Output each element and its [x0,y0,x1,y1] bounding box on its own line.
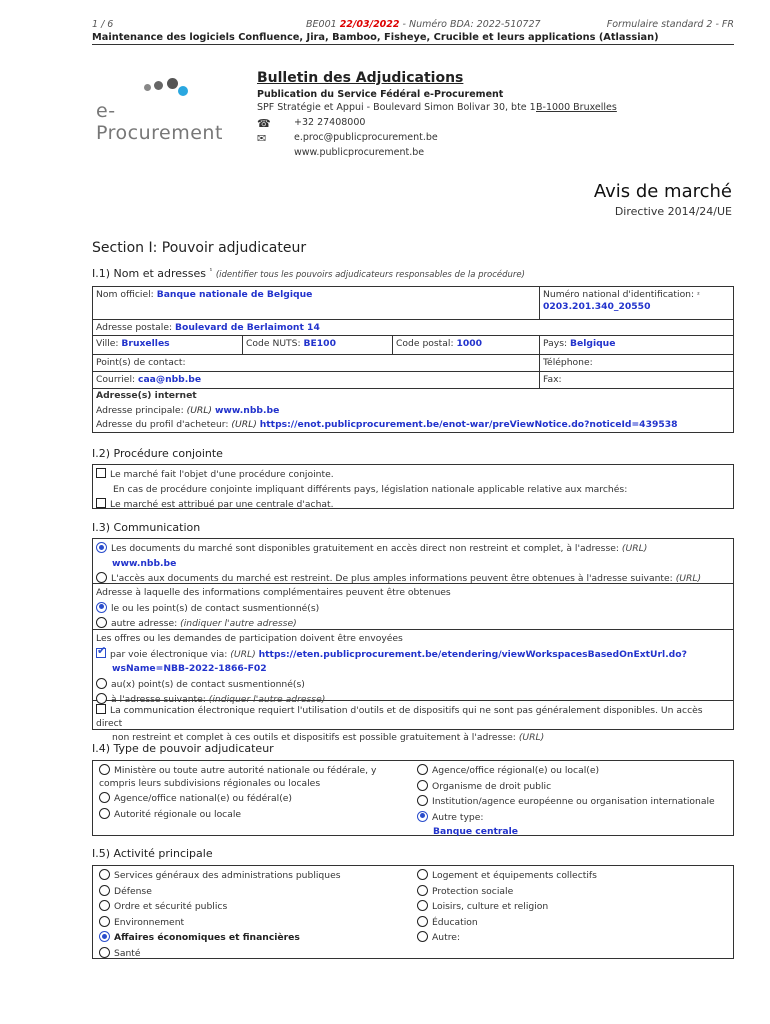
main-address-line [93,404,733,419]
s14-heading: I.4) Type de pouvoir adjudicateur [92,742,274,755]
info-other-label: autre adresse: [111,618,178,629]
nuts-label: Code NUTS: [246,338,301,349]
publication-web[interactable]: www.publicprocurement.be [294,147,425,158]
authority-type-label: Institution/agence européenne ou organisation internationale [432,796,715,807]
s13-box [92,538,734,743]
page-number: 1 / 6 [92,19,114,30]
offers-url[interactable]: https://eten.publicprocurement.be/etendering/viewWorkspacesBasedOnExtUrl.do? [258,648,687,660]
table-row [93,336,733,355]
notice-code: BE001 [306,19,337,30]
publication-phone-line [257,117,677,130]
buyer-profile-label: Adresse du profil d'acheteur: [96,419,229,430]
activity-radio[interactable] [417,900,428,911]
authority-type-other-value: Banque centrale [433,826,519,837]
authority-type-radio[interactable] [99,792,110,803]
contact-label: Point(s) de contact: [96,357,186,368]
authority-type-label: Organisme de droit public [432,780,552,792]
offers-contact-radio[interactable] [96,678,107,689]
postcode-label: Code postal: [396,338,454,349]
postal-address: Boulevard de Berlaimont 14 [175,322,320,333]
activity-label: Loisirs, culture et religion [432,901,549,912]
docs-free-radio[interactable] [96,542,107,553]
fax-label: Fax: [543,374,562,385]
official-name: Banque nationale de Belgique [156,289,313,300]
authority-type-other-label: Autre type: [432,811,484,823]
logo-text: e-Procurement [96,100,223,144]
activity-radio[interactable] [99,900,110,911]
offers-contact-label: au(x) point(s) de contact susmentionné(s) [111,678,305,690]
email-label: Courriel: [96,374,136,385]
table-row [93,701,733,743]
activity-radio[interactable] [99,869,110,880]
activity-radio[interactable] [99,916,110,927]
phone-icon: ☎ [257,117,271,130]
docs-restricted-radio[interactable] [96,572,107,583]
table-row [93,389,733,432]
other-address-note: (indiquer l'autre adresse) [180,618,297,629]
city-label: Ville: [96,338,119,349]
s13-heading: I.3) Communication [92,521,201,534]
info-other-radio[interactable] [96,617,107,628]
url-label: (URL) [186,404,213,416]
authority-type-label: Autorité régionale ou locale [114,808,242,820]
activity-label: Environnement [114,916,185,928]
activity-radio[interactable] [99,947,110,958]
buyer-profile-line [93,418,733,433]
info-contact-label: le ou les point(s) de contact susmentionné(s) [111,602,320,614]
s14-box [92,760,734,836]
s15-box [92,865,734,959]
notice-title: Avis de marché [593,181,732,202]
publication-web-line [257,147,677,160]
table-row [93,584,733,630]
activity-radio[interactable] [99,885,110,896]
activity-label: Protection sociale [432,885,514,897]
s12-box [92,464,734,509]
publication-email-line [257,132,677,145]
activity-radio[interactable] [417,885,428,896]
activity-label: Santé [114,947,141,959]
offers-url-continued[interactable]: wsName=NBB-2022-1866-F02 [112,663,267,674]
s11-heading: I.1) Nom et adresses [92,267,207,280]
docs-url[interactable]: www.nbb.be [112,557,177,569]
s11-table [92,286,734,433]
official-name-label: Nom officiel: [96,289,154,300]
publication-city: B-1000 Bruxelles [536,102,617,113]
info-title: Adresse à laquelle des informations complémentaires peuvent être obtenues [96,587,451,598]
offers-electronic-checkbox[interactable] [96,648,106,658]
bulletin-title: Bulletin des Adjudications [257,70,464,86]
authority-type-radio[interactable] [417,764,428,775]
other-address-note: (indiquer l'autre adresse) [208,694,326,705]
s11-footnote-marker: ¹ [209,267,213,275]
authority-type-radio[interactable] [99,764,110,775]
docs-restricted-label: L'accès aux documents du marché est restreint. De plus amples informations peuvent être obtenues à l'adresse suivante: [111,573,673,584]
country: Belgique [570,338,616,349]
table-row [93,287,733,320]
postal-address-label: Adresse postale: [96,322,173,333]
authority-type-radio[interactable] [417,780,428,791]
publication-subtitle: Publication du Service Fédéral e-Procurement [257,89,504,100]
authority-type-label: Agence/office régional(e) ou local(e) [432,765,600,776]
table-row [93,630,733,705]
table-row [93,355,733,372]
notice-directive: Directive 2014/24/UE [614,205,732,218]
offers-title: Les offres ou les demandes de participation doivent être envoyées [96,633,403,644]
central-purchasing-checkbox[interactable] [96,498,106,508]
activity-label: Autre: [432,932,461,943]
buyer-profile-link[interactable]: https://enot.publicprocurement.be/enot-war/preViewNotice.do?noticeId=439538 [259,419,678,430]
country-label: Pays: [543,338,568,349]
joint-procedure-note: En cas de procédure conjointe impliquant différents pays, législation nationale applicable relative aux marchés: [113,483,628,495]
joint-procedure-checkbox[interactable] [96,468,106,478]
authority-type-label: Agence/office national(e) ou fédéral(e) [114,793,293,804]
section-title: Section I: Pouvoir adjudicateur [92,240,307,256]
bda-number: - Numéro BDA: 2022-510727 [402,19,541,30]
authority-type-radio[interactable] [417,795,428,806]
authority-type-other-radio[interactable] [417,811,428,822]
authority-type-radio[interactable] [99,808,110,819]
central-purchasing-label: Le marché est attribué par une centrale d'achat. [110,499,334,510]
national-id: 0203.201.340_20550 [543,301,651,312]
main-address-link[interactable]: www.nbb.be [214,404,280,416]
info-contact-radio[interactable] [96,602,107,613]
contact-email[interactable]: caa@nbb.be [138,374,202,385]
activity-label: Ordre et sécurité publics [114,901,228,912]
nuts-code: BE100 [303,338,336,349]
notice-date: 22/03/2022 [339,19,400,30]
docs-free-label: Les documents du marché sont disponibles gratuitement en accès direct non restreint et complet, à l'adresse: [111,543,619,554]
joint-procedure-label: Le marché fait l'objet d'une procédure conjointe. [110,469,334,480]
activity-label: Services généraux des administrations publiques [114,870,341,881]
mail-icon: ✉ [257,132,267,145]
authority-type-label: Ministère ou toute autre autorité nationale ou fédérale, y compris leurs subdivisions régionales ou locales [99,765,377,789]
national-id-footnote: ² [697,291,700,299]
publication-email[interactable]: e.proc@publicprocurement.be [294,132,438,143]
s11-note: (identifier tous les pouvoirs adjudicateurs responsables de la procédure) [215,270,525,280]
activity-label: Logement et équipements collectifs [432,870,597,881]
publication-info [257,70,677,162]
s12-heading: I.2) Procédure conjointe [92,447,223,460]
activity-label: Défense [114,885,152,897]
offers-address-label: à l'adresse suivante: [111,694,206,705]
electronic-tools-label: La communication électronique requiert l'utilisation d'outils et de dispositifs qui ne sont pas généralement disponibles. Un accès direct [96,705,703,729]
publication-address: SPF Stratégie et Appui - Boulevard Simon Bolivar 30, bte 1 [257,102,536,113]
activity-radio[interactable] [417,869,428,880]
url-label: (URL) [231,419,257,430]
url-label: (URL) [518,732,545,743]
internet-label: Adresse(s) internet [96,390,197,401]
table-row [93,372,733,389]
form-type: Formulaire standard 2 - FR [606,19,734,30]
table-row [93,539,733,584]
activity-label-selected: Affaires économiques et financières [114,932,300,943]
table-row [93,320,733,336]
city: Bruxelles [121,338,170,349]
phone-label: Téléphone: [543,357,593,368]
document-subtitle: Maintenance des logiciels Confluence, Jira, Bamboo, Fisheye, Crucible et leurs applications (Atlassian) [92,32,734,45]
url-label: (URL) [675,573,702,584]
activity-radio[interactable] [417,916,428,927]
notice-reference [306,19,541,30]
publication-phone: +32 27408000 [294,117,366,128]
main-address-label: Adresse principale: [96,404,184,416]
notice-title-block [594,181,732,218]
e-procurement-logo [94,78,224,144]
offers-electronic-label: par voie électronique via: [110,648,228,660]
activity-label: Éducation [432,916,478,928]
postcode: 1000 [456,338,483,349]
national-id-label: Numéro national d'identification: [543,289,695,300]
url-label: (URL) [621,543,648,554]
electronic-tools-checkbox[interactable] [96,704,106,714]
s15-heading: I.5) Activité principale [92,847,213,860]
activity-radio[interactable] [417,931,428,942]
url-label: (URL) [230,648,256,660]
activity-radio-selected[interactable] [99,931,110,942]
s11-heading-row [92,267,525,280]
publication-address-line [257,102,677,115]
electronic-tools-label-continued: non restreint et complet à ces outils et dispositifs est possible gratuitement à l'adresse: [112,732,516,743]
